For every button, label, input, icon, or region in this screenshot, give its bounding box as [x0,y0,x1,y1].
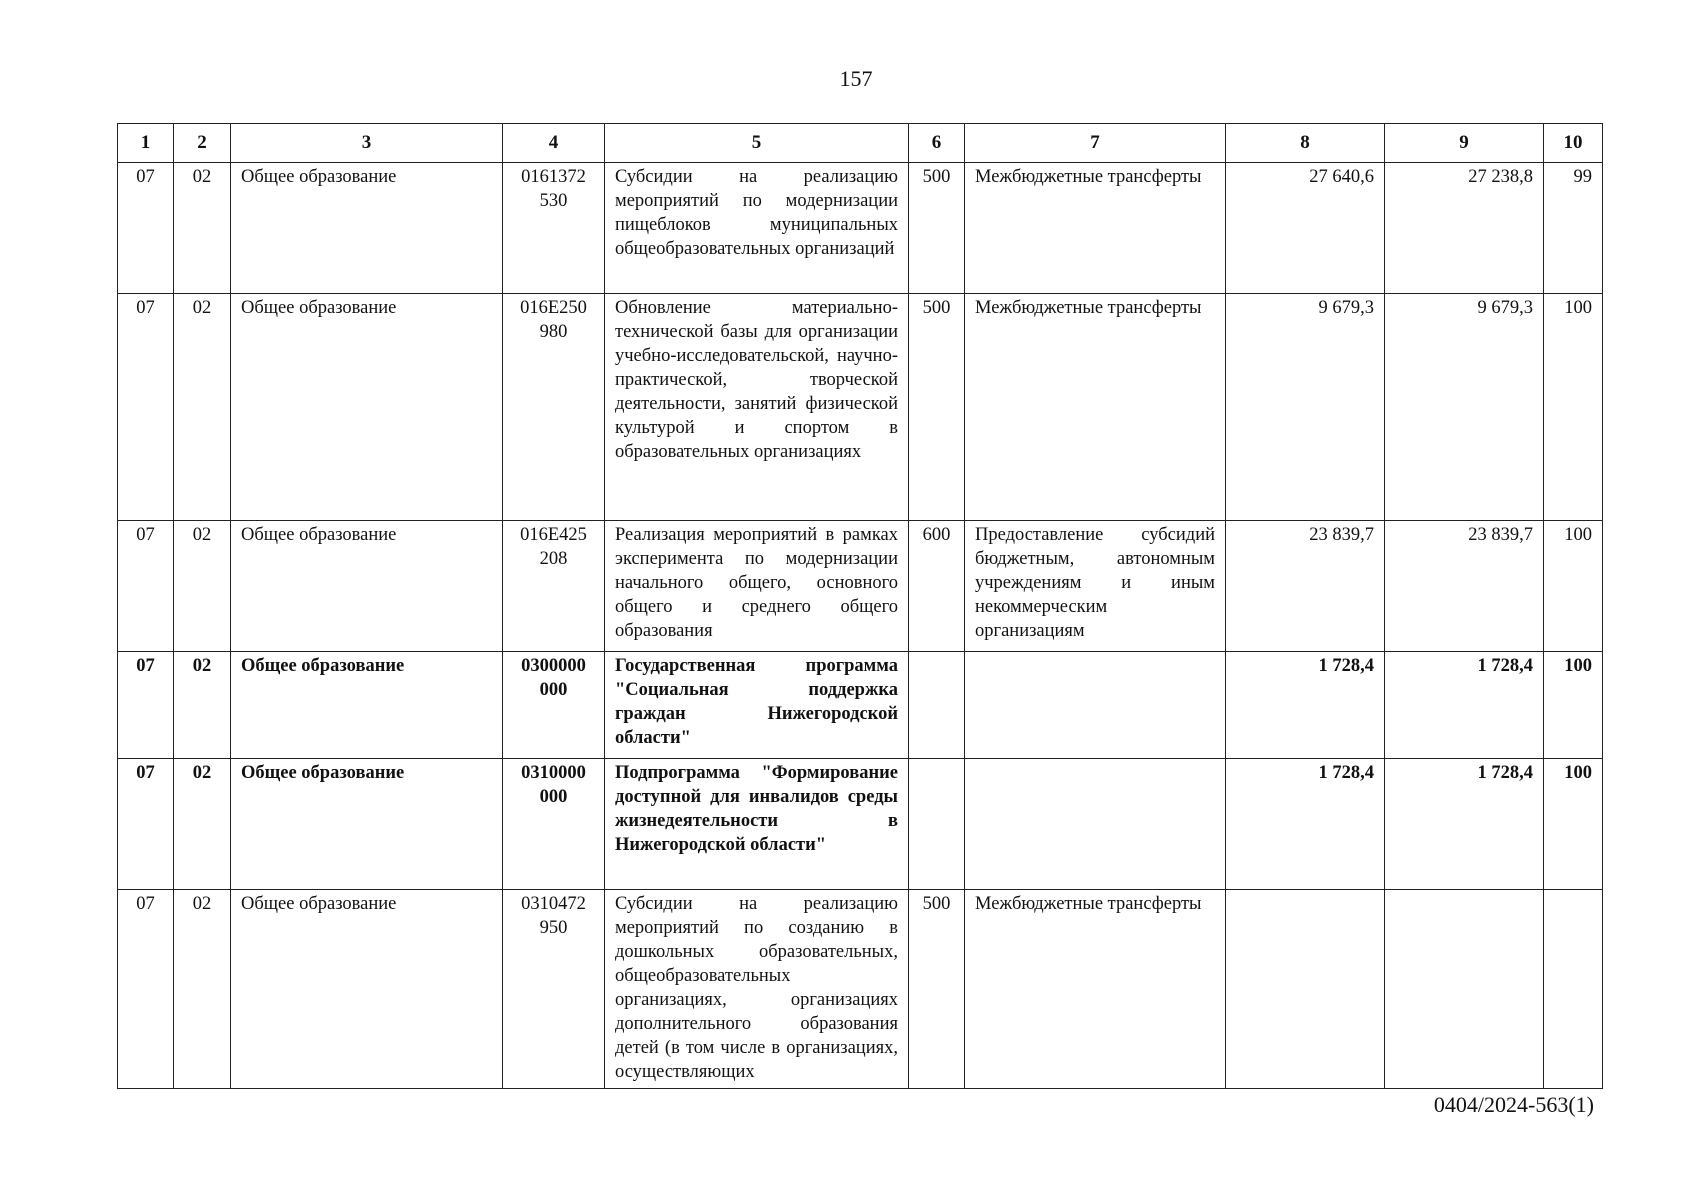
planned-amount [1226,890,1385,1089]
execution-percent: 100 [1544,294,1603,521]
header-cell: 5 [605,124,909,163]
subsection-code: 02 [174,759,231,890]
expense-type-name [965,652,1226,759]
actual-amount: 1 728,4 [1385,652,1544,759]
section-code: 07 [118,163,174,294]
section-code: 07 [118,521,174,652]
article-name: Подпрограмма "Формирование доступной для инвалидов среды жизнедеятельности в Нижегородской области" [605,759,909,890]
table-row [118,163,1603,294]
expense-type-name: Межбюджетные трансферты [965,890,1226,1089]
expense-type-code [909,759,965,890]
expense-type-code: 500 [909,890,965,1089]
subsection-code: 02 [174,163,231,294]
section-name: Общее образование [231,163,503,294]
expense-type-name: Межбюджетные трансферты [965,163,1226,294]
article-name: Субсидии на реализацию мероприятий по созданию в дошкольных образовательных, общеобразовательных организациях, организациях дополнительного образования детей (в том числе в организациях, осуществляющих [605,890,909,1089]
code-part-2: 530 [539,191,568,211]
actual-amount: 1 728,4 [1385,759,1544,890]
target-article-code [503,294,605,521]
code-part-2: 208 [539,549,568,569]
header-cell: 7 [965,124,1226,163]
planned-amount: 1 728,4 [1226,759,1385,890]
expense-type-code: 600 [909,521,965,652]
expense-type-code: 500 [909,294,965,521]
section-name: Общее образование [231,521,503,652]
table-row [118,652,1603,759]
actual-amount: 27 238,8 [1385,163,1544,294]
article-name: Государственная программа "Социальная поддержка граждан Нижегородской области" [605,652,909,759]
target-article-code [503,521,605,652]
table-row [118,890,1603,1089]
target-article-code [503,890,605,1089]
expense-type-name: Межбюджетные трансферты [965,294,1226,521]
code-part-1: 0310000 [521,763,586,783]
target-article-code [503,163,605,294]
code-part-1: 0310472 [521,894,586,914]
code-part-1: 0161372 [521,167,586,187]
planned-amount: 27 640,6 [1226,163,1385,294]
planned-amount: 23 839,7 [1226,521,1385,652]
planned-amount: 9 679,3 [1226,294,1385,521]
header-cell: 10 [1544,124,1603,163]
execution-percent: 100 [1544,652,1603,759]
execution-percent: 99 [1544,163,1603,294]
subsection-code: 02 [174,294,231,521]
section-name: Общее образование [231,294,503,521]
table-row [118,521,1603,652]
header-cell: 3 [231,124,503,163]
header-cell: 9 [1385,124,1544,163]
code-part-2: 950 [539,918,568,938]
header-cell: 6 [909,124,965,163]
code-part-1: 016E250 [520,298,587,318]
target-article-code [503,759,605,890]
target-article-code [503,652,605,759]
section-name: Общее образование [231,890,503,1089]
header-cell: 1 [118,124,174,163]
subsection-code: 02 [174,521,231,652]
section-name: Общее образование [231,652,503,759]
expense-type-code: 500 [909,163,965,294]
expense-type-name: Предоставление субсидий бюджетным, автономным учреждениям и иным некоммерческим организациям [965,521,1226,652]
execution-percent: 100 [1544,521,1603,652]
planned-amount: 1 728,4 [1226,652,1385,759]
header-cell: 8 [1226,124,1385,163]
table-row [118,759,1603,890]
actual-amount: 23 839,7 [1385,521,1544,652]
actual-amount: 9 679,3 [1385,294,1544,521]
section-code: 07 [118,759,174,890]
execution-percent [1544,890,1603,1089]
table-row [118,294,1603,521]
subsection-code: 02 [174,652,231,759]
expense-type-name [965,759,1226,890]
expense-type-code [909,652,965,759]
code-part-1: 016E425 [520,525,587,545]
execution-percent: 100 [1544,759,1603,890]
section-name: Общее образование [231,759,503,890]
header-cell: 2 [174,124,231,163]
code-part-2: 000 [539,787,568,807]
budget-table [117,123,1603,1089]
article-name: Обновление материально-технической базы для организации учебно-исследовательской, научно-практической, творческой деятельности, занятий физической культурой и спортом в образовательных организациях [605,294,909,521]
section-code: 07 [118,652,174,759]
table-header-row [118,124,1603,163]
article-name: Субсидии на реализацию мероприятий по модернизации пищеблоков муниципальных общеобразовательных организаций [605,163,909,294]
code-part-1: 0300000 [521,656,586,676]
code-part-2: 980 [539,322,568,342]
code-part-2: 000 [539,680,568,700]
actual-amount [1385,890,1544,1089]
section-code: 07 [118,294,174,521]
section-code: 07 [118,890,174,1089]
article-name: Реализация мероприятий в рамках эксперимента по модернизации начального общего, основного общего и среднего общего образования [605,521,909,652]
page-number: 157 [839,66,873,91]
header-cell: 4 [503,124,605,163]
subsection-code: 02 [174,890,231,1089]
document-code: 0404/2024-563(1) [1433,1092,1594,1117]
